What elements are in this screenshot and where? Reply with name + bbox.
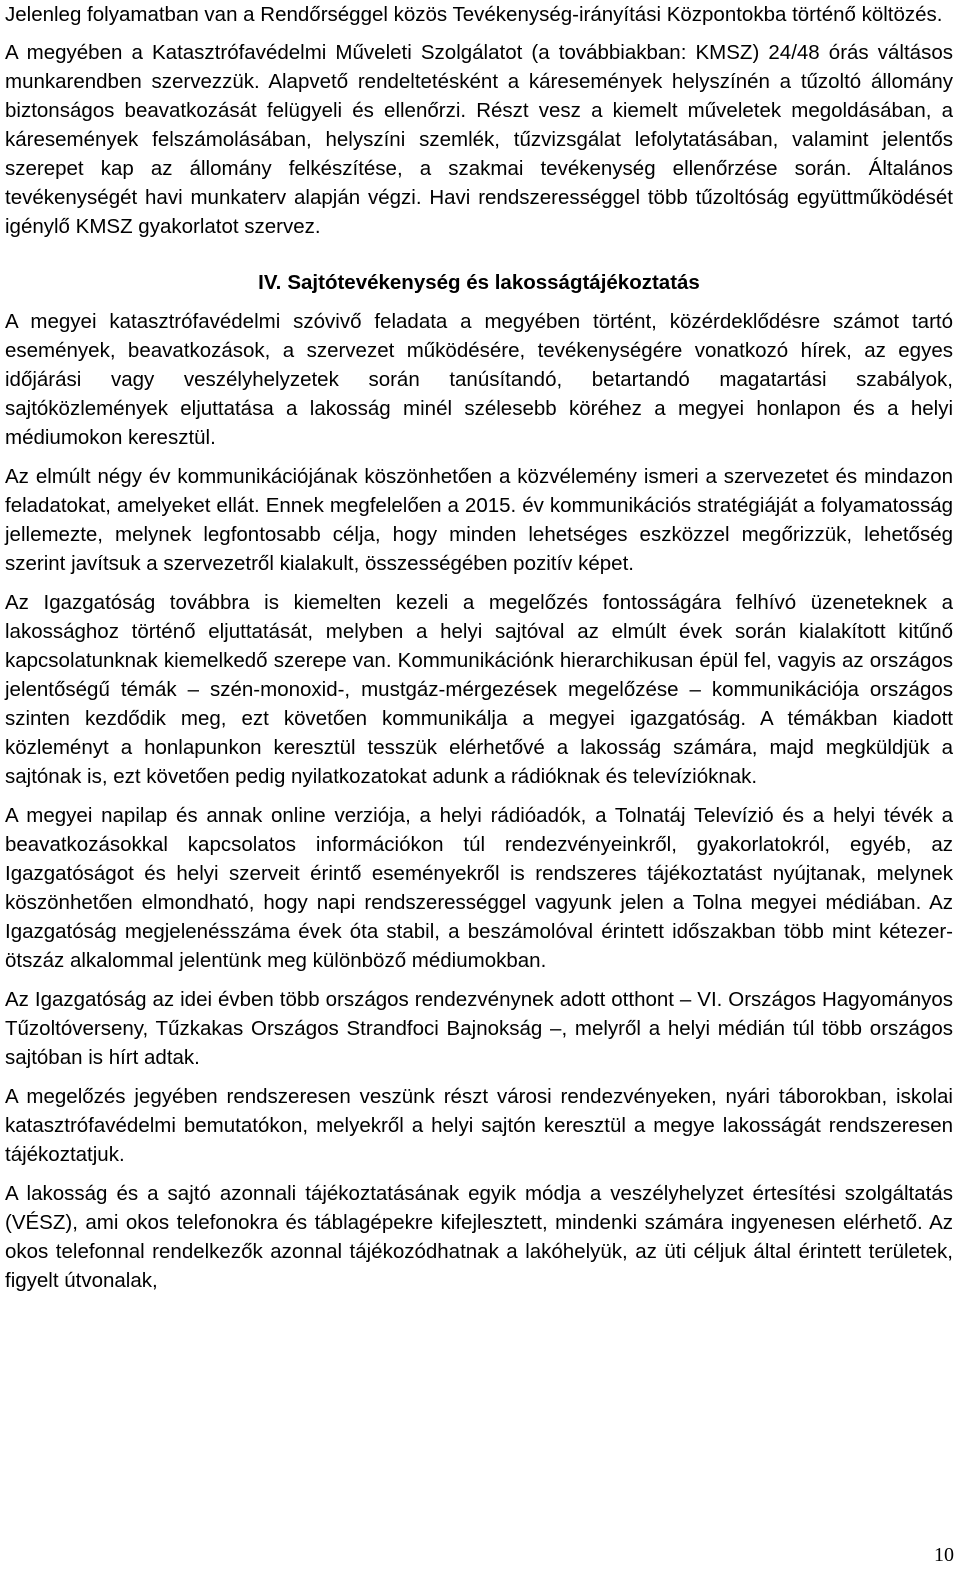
paragraph-relocation: Jelenleg folyamatban van a Rendőrséggel közös Tevékenység-irányítási Központokba történő költözés.	[5, 3, 943, 26]
paragraph-local-media: A megyei napilap és annak online verziója, a helyi rádióadók, a Tolnatáj Televízió és a helyi tévék a beavatkozásokkal kapcsolatos információkon túl rendezvényeinkről, gyakorlatokról, egyéb, az Igazgatóságot és helyi szerveit érintő eseményekről is rendszeres tájékoztatást nyújtanak, melynek köszönhetően elmondható, hogy napi rendszerességgel vagyunk jelen a Tolna megyei médiában. Az Igazgatóság megjelenésszáma évek óta stabil, a beszámolóval érintett időszakban több mint kétezer-ötszáz alkalommal jelentünk meg különböző médiumokban.	[5, 804, 953, 972]
paragraph-kmsz: A megyében a Katasztrófavédelmi Műveleti Szolgálatot (a továbbiakban: KMSZ) 24/48 órás váltásos munkarendben szervezzük. Alapvető rendeltetésként a káresemények helyszínén a tűzoltó állomány biztonságos beavatkozását felügyeli és ellenőrzi. Részt vesz a kiemelt műveletek megoldásában, a káresemények felszámolásában, helyszíni szemlék, tűzvizsgálat lefolytatásában, valamint jelentős szerepet kap az állomány felkészítése, a szakmai tevékenység ellenőrzése során. Általános tevékenységét havi munkaterv alapján végzi. Havi rendszerességgel több tűzoltóság együttműködését igénylő KMSZ gyakorlatot szervez.	[5, 41, 953, 238]
paragraph-prevention-events: A megelőzés jegyében rendszeresen veszünk részt városi rendezvényeken, nyári táborokban, iskolai katasztrófavédelmi bemutatókon, melyekről a helyi sajtón keresztül a megye lakosságát rendszeresen tájékoztatjuk.	[5, 1085, 953, 1166]
section-title: Sajtótevékenység és lakosságtájékoztatás	[287, 271, 700, 294]
section-number: IV.	[258, 271, 282, 294]
paragraph-national-events: Az Igazgatóság az idei évben több országos rendezvénynek adott otthont – VI. Országos Hagyományos Tűzoltóverseny, Tűzkakas Országos Strandfoci Bajnokság –, melyről a helyi médián túl több országos sajtóban is hírt adtak.	[5, 988, 953, 1069]
page-number: 10	[934, 1544, 954, 1566]
paragraph-spokesperson: A megyei katasztrófavédelmi szóvivő feladata a megyében történt, közérdeklődésre számot tartó események, beavatkozások, a szervezet működésére, tevékenységére vonatkozó hírek, az egyes időjárási vagy veszélyhelyzetek során tanúsítandó, betartandó magatartási szabályok, sajtóközlemények eljuttatása a lakosság minél szélesebb köréhez a megyei honlapon és a helyi médiumokon keresztül.	[5, 310, 953, 449]
paragraph-communication-strategy: Az elmúlt négy év kommunikációjának köszönhetően a közvélemény ismeri a szervezetet és mindazon feladatokat, amelyeket ellát. Ennek megfelelően a 2015. év kommunikációs stratégiáját a folyamatosság jellemezte, melynek legfontosabb célja, hogy minden lehetséges eszközzel megőrizzük, lehetőség szerint javítsuk a szervezetről kialakult, összességében pozitív képet.	[5, 465, 953, 575]
document-page	[5, 0, 953, 1295]
section-heading	[5, 268, 953, 297]
paragraph-vesz: A lakosság és a sajtó azonnali tájékoztatásának egyik módja a veszélyhelyzet értesítési szolgáltatás (VÉSZ), ami okos telefonokra és táblagépekre kifejlesztett, mindenki számára ingyenesen elérhető. Az okos telefonnal rendelkezők azonnal tájékozódhatnak a lakóhelyük, az üti céljuk által érintett területek, figyelt útvonalak,	[5, 1182, 953, 1292]
paragraph-prevention-messages: Az Igazgatóság továbbra is kiemelten kezeli a megelőzés fontosságára felhívó üzeneteknek a lakossághoz történő eljuttatását, melyben a helyi sajtóval az elmúlt évek során kialakított kitűnő kapcsolatunknak kiemelkedő szerepe van. Kommunikációnk hierarchikusan épül fel, vagyis az országos jelentőségű témák – szén-monoxid-, mustgáz-mérgezések megelőzése – kommunikációja országos szinten kezdődik meg, ezt követően kommunikálja a megyei igazgatóság. A témákban kiadott közleményt a honlapunkon keresztül tesszük elérhetővé a lakosság számára, majd megküldjük a sajtónak is, ezt követően pedig nyilatkozatokat adunk a rádióknak és televízióknak.	[5, 591, 953, 788]
